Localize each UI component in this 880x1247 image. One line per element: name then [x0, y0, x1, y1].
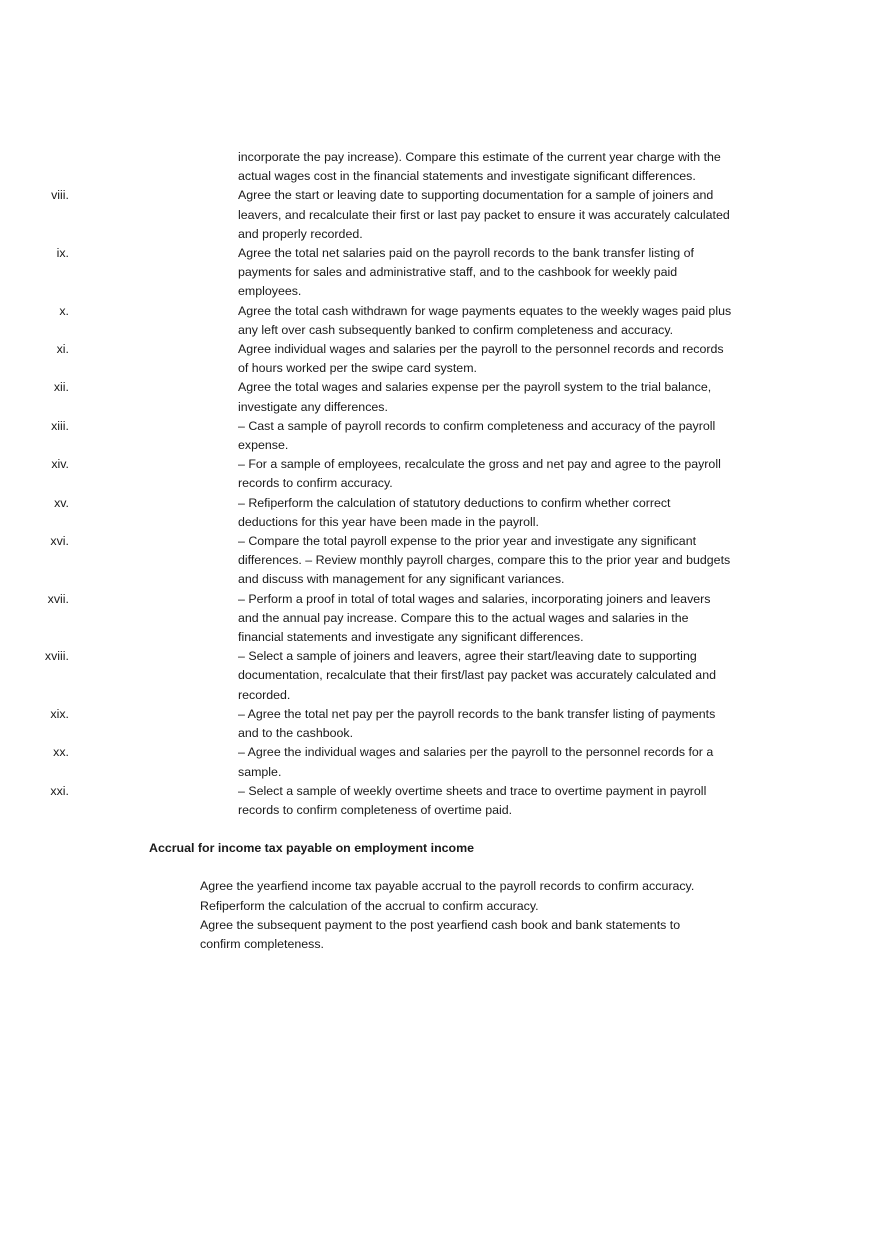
list-text: Agree the total cash withdrawn for wage payments equates to the weekly wages paid plus any left over cash subsequently banked to confirm completeness and accuracy.	[238, 303, 732, 337]
list-item	[0, 244, 733, 302]
list-item	[0, 743, 733, 781]
list-number: xii.	[53, 380, 69, 395]
list-item	[0, 590, 733, 648]
list-text: – Agree the individual wages and salaries per the payroll to the personnel records for a sample.	[238, 745, 714, 779]
list-text: Agree the total wages and salaries expense per the payroll system to the trial balance, investigate any differences.	[238, 380, 712, 414]
list-text: Agree individual wages and salaries per the payroll to the personnel records and records of hours worked per the swipe card system.	[238, 342, 724, 376]
list-text: Agree the subsequent payment to the post yearﬁend cash book and bank statements to confirm completeness.	[200, 917, 681, 951]
list-number: xix.	[50, 706, 69, 721]
list-number: viii.	[51, 188, 69, 203]
list-item	[0, 897, 695, 916]
list-number: xiii.	[51, 418, 69, 433]
list-text: – Perform a proof in total of total wages and salaries, incorporating joiners and leavers and the annual pay increase. Compare this to the actual wages and salaries in the financial statements and investigate any significant differences.	[238, 591, 711, 645]
list-item	[0, 455, 733, 493]
section-heading: Accrual for income tax payable on employment income	[149, 841, 475, 856]
list-number: xvi.	[50, 534, 69, 549]
list-item	[0, 877, 695, 896]
list-number: xv.	[54, 495, 69, 510]
list-number: x.	[59, 303, 69, 318]
list-text: Agree the yearﬁend income tax payable accrual to the payroll records to confirm accuracy.	[200, 879, 695, 894]
list-text: – Compare the total payroll expense to the prior year and investigate any significant differences. – Review monthly payroll charges, compare this to the prior year and budgets and discuss with management for any significant variances.	[238, 534, 731, 587]
list-text: Agree the total net salaries paid on the payroll records to the bank transfer listing of payments for sales and administrative staff, and to the cashbook for weekly paid employees.	[238, 246, 694, 299]
list-text: Agree the start or leaving date to supporting documentation for a sample of joiners and leavers, and recalculate their first or last pay packet to ensure it was accurately calculated and properly recorded.	[238, 188, 730, 241]
list-number: xi.	[56, 342, 69, 357]
list-text: – Agree the total net pay per the payroll records to the bank transfer listing of payments and to the cashbook.	[238, 706, 716, 741]
list-number: xviii.	[44, 649, 69, 664]
list-item	[0, 186, 733, 244]
list-item	[0, 340, 733, 378]
list-item	[0, 302, 733, 340]
list-item	[0, 532, 733, 590]
list-number: xvii.	[47, 591, 69, 606]
document-content	[0, 148, 880, 954]
list-item	[0, 494, 733, 532]
list-text: – Cast a sample of payroll records to confirm completeness and accuracy of the payroll expense.	[238, 418, 716, 453]
continuation-paragraph: incorporate the pay increase). Compare this estimate of the current year charge with the actual wages cost in the financial statements and investigate significant differences.	[238, 150, 721, 184]
list-item	[0, 378, 733, 416]
list-number: xx.	[53, 745, 69, 760]
list-item	[0, 647, 733, 705]
list-text: – For a sample of employees, recalculate the gross and net pay and agree to the payroll records to confirm accuracy.	[238, 457, 721, 491]
list-text: – Select a sample of weekly overtime sheets and trace to overtime payment in payroll records to confirm completeness of overtime paid.	[238, 783, 707, 817]
list-item	[0, 705, 733, 743]
list-item	[0, 417, 733, 455]
list-number: ix.	[56, 246, 69, 261]
list-item	[0, 782, 733, 820]
list-text: Reﬁperform the calculation of the accrual to confirm accuracy.	[200, 898, 539, 913]
list-text: – Reﬁperform the calculation of statutory deductions to confirm whether correct deductions for this year have been made in the payroll.	[238, 495, 671, 529]
list-number: xiv.	[51, 457, 69, 472]
list-number: xxi.	[50, 783, 69, 798]
list-item	[0, 916, 695, 954]
list-text: – Select a sample of joiners and leavers, agree their start/leaving date to supporting documentation, recalculate that their first/last pay packet was accurately calculated and recorded.	[238, 649, 716, 702]
